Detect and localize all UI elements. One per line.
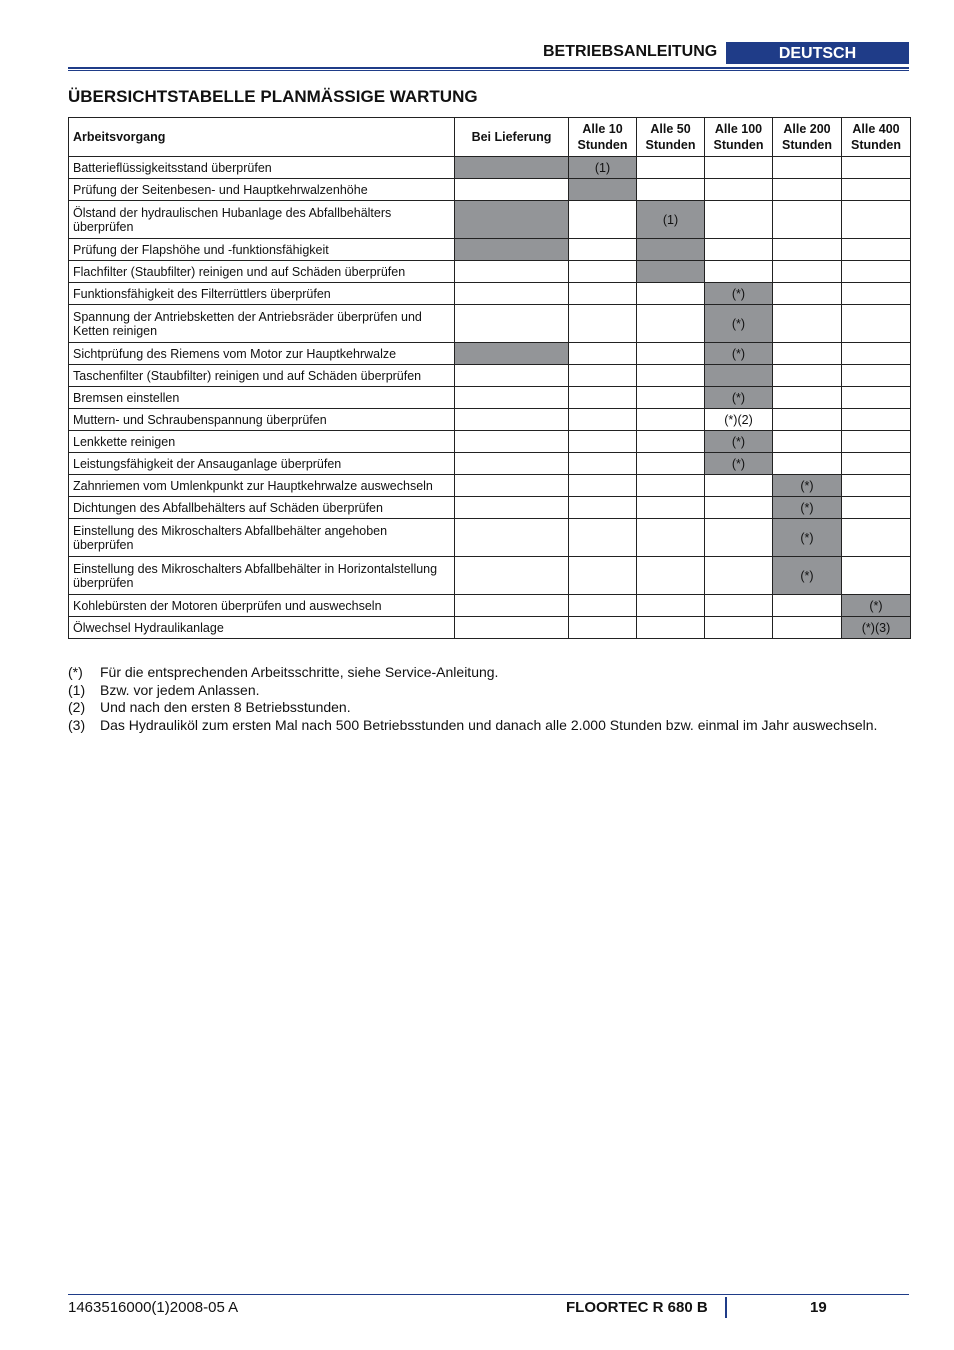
table-header-row bbox=[69, 118, 911, 157]
interval-cell bbox=[569, 387, 637, 409]
interval-cell bbox=[455, 475, 569, 497]
interval-cell bbox=[773, 179, 842, 201]
table-row bbox=[69, 261, 911, 283]
column-header: Alle 100 Stunden bbox=[705, 118, 773, 157]
interval-cell: (*) bbox=[705, 343, 773, 365]
interval-cell bbox=[569, 179, 637, 201]
table-row bbox=[69, 409, 911, 431]
footer-divider bbox=[68, 1294, 909, 1295]
interval-cell bbox=[569, 617, 637, 639]
task-cell: Kohlebürsten der Motoren überprüfen und auswechseln bbox=[69, 595, 455, 617]
table-row bbox=[69, 497, 911, 519]
interval-cell bbox=[569, 557, 637, 595]
interval-cell bbox=[842, 431, 911, 453]
interval-cell bbox=[455, 157, 569, 179]
column-header: Alle 50 Stunden bbox=[637, 118, 705, 157]
interval-cell bbox=[637, 409, 705, 431]
interval-cell bbox=[705, 179, 773, 201]
task-cell: Zahnriemen vom Umlenkpunkt zur Hauptkehrwalze auswechseln bbox=[69, 475, 455, 497]
footnote bbox=[68, 664, 877, 682]
interval-cell bbox=[842, 283, 911, 305]
interval-cell bbox=[773, 453, 842, 475]
footnote bbox=[68, 682, 877, 700]
interval-cell bbox=[455, 617, 569, 639]
interval-cell bbox=[569, 497, 637, 519]
interval-cell bbox=[455, 595, 569, 617]
interval-cell: (*) bbox=[705, 305, 773, 343]
footnotes bbox=[68, 664, 877, 734]
footnote-mark: (*) bbox=[68, 664, 83, 680]
footnote-mark: (2) bbox=[68, 699, 86, 715]
task-cell: Ölwechsel Hydraulikanlage bbox=[69, 617, 455, 639]
footer-separator bbox=[725, 1297, 727, 1318]
interval-cell bbox=[637, 365, 705, 387]
interval-cell bbox=[569, 343, 637, 365]
interval-cell bbox=[705, 157, 773, 179]
task-cell: Dichtungen des Abfallbehälters auf Schäden überprüfen bbox=[69, 497, 455, 519]
language-badge: DEUTSCH bbox=[726, 42, 909, 64]
table-row bbox=[69, 343, 911, 365]
interval-cell bbox=[455, 431, 569, 453]
footnote bbox=[68, 717, 877, 735]
interval-cell bbox=[455, 179, 569, 201]
table-row bbox=[69, 453, 911, 475]
interval-cell bbox=[637, 387, 705, 409]
interval-cell: (1) bbox=[569, 157, 637, 179]
footnote-text: Das Hydrauliköl zum ersten Mal nach 500 Betriebsstunden und danach alle 2.000 Stunden bzw. einmal im Jahr auswechseln. bbox=[100, 716, 878, 733]
table-body bbox=[69, 157, 911, 639]
interval-cell bbox=[637, 239, 705, 261]
interval-cell bbox=[705, 557, 773, 595]
interval-cell bbox=[569, 453, 637, 475]
interval-cell bbox=[637, 305, 705, 343]
interval-cell: (*) bbox=[705, 283, 773, 305]
interval-cell bbox=[842, 239, 911, 261]
task-cell: Einstellung des Mikroschalters Abfallbehälter angehoben überprüfen bbox=[69, 519, 455, 557]
table-row bbox=[69, 431, 911, 453]
interval-cell bbox=[637, 475, 705, 497]
interval-cell bbox=[455, 261, 569, 283]
task-cell: Flachfilter (Staubfilter) reinigen und auf Schäden überprüfen bbox=[69, 261, 455, 283]
interval-cell bbox=[842, 201, 911, 239]
interval-cell bbox=[842, 475, 911, 497]
task-cell: Funktionsfähigkeit des Filterrüttlers überprüfen bbox=[69, 283, 455, 305]
interval-cell bbox=[637, 261, 705, 283]
table-row bbox=[69, 157, 911, 179]
interval-cell bbox=[705, 261, 773, 283]
interval-cell bbox=[705, 497, 773, 519]
interval-cell: (*) bbox=[705, 453, 773, 475]
table-row bbox=[69, 179, 911, 201]
interval-cell bbox=[455, 557, 569, 595]
interval-cell: (*)(2) bbox=[705, 409, 773, 431]
interval-cell: (*) bbox=[773, 475, 842, 497]
interval-cell bbox=[569, 283, 637, 305]
interval-cell bbox=[773, 201, 842, 239]
column-header: Alle 10 Stunden bbox=[569, 118, 637, 157]
maintenance-table bbox=[68, 117, 911, 639]
header-title: BETRIEBSANLEITUNG bbox=[543, 43, 718, 60]
page-number: 19 bbox=[810, 1299, 827, 1316]
interval-cell bbox=[705, 201, 773, 239]
task-cell: Prüfung der Seitenbesen- und Hauptkehrwalzenhöhe bbox=[69, 179, 455, 201]
interval-cell bbox=[842, 305, 911, 343]
task-cell: Spannung der Antriebsketten der Antriebsräder überprüfen und Ketten reinigen bbox=[69, 305, 455, 343]
interval-cell bbox=[842, 409, 911, 431]
column-header: Arbeitsvorgang bbox=[69, 118, 455, 157]
interval-cell bbox=[705, 365, 773, 387]
table-row bbox=[69, 365, 911, 387]
interval-cell bbox=[773, 157, 842, 179]
interval-cell bbox=[842, 557, 911, 595]
interval-cell bbox=[842, 497, 911, 519]
table-row bbox=[69, 387, 911, 409]
footnote-mark: (3) bbox=[68, 716, 86, 733]
task-cell: Bremsen einstellen bbox=[69, 387, 455, 409]
interval-cell: (*) bbox=[773, 519, 842, 557]
task-cell: Taschenfilter (Staubfilter) reinigen und auf Schäden überprüfen bbox=[69, 365, 455, 387]
interval-cell: (*)(3) bbox=[842, 617, 911, 639]
task-cell: Lenkkette reinigen bbox=[69, 431, 455, 453]
interval-cell bbox=[842, 365, 911, 387]
interval-cell bbox=[569, 261, 637, 283]
interval-cell bbox=[842, 179, 911, 201]
interval-cell bbox=[705, 595, 773, 617]
interval-cell bbox=[705, 519, 773, 557]
interval-cell bbox=[637, 617, 705, 639]
interval-cell bbox=[842, 343, 911, 365]
interval-cell bbox=[773, 305, 842, 343]
footnote-text: Bzw. vor jedem Anlassen. bbox=[100, 681, 260, 698]
interval-cell bbox=[773, 617, 842, 639]
interval-cell: (*) bbox=[842, 595, 911, 617]
interval-cell bbox=[705, 239, 773, 261]
interval-cell bbox=[773, 239, 842, 261]
table-row bbox=[69, 595, 911, 617]
interval-cell bbox=[455, 409, 569, 431]
interval-cell bbox=[455, 239, 569, 261]
interval-cell bbox=[705, 617, 773, 639]
interval-cell bbox=[773, 283, 842, 305]
interval-cell bbox=[842, 261, 911, 283]
interval-cell bbox=[773, 387, 842, 409]
interval-cell bbox=[455, 201, 569, 239]
interval-cell bbox=[455, 497, 569, 519]
interval-cell bbox=[637, 519, 705, 557]
interval-cell bbox=[455, 283, 569, 305]
interval-cell bbox=[569, 365, 637, 387]
interval-cell: (*) bbox=[705, 431, 773, 453]
interval-cell bbox=[773, 595, 842, 617]
task-cell: Leistungsfähigkeit der Ansauganlage überprüfen bbox=[69, 453, 455, 475]
table-row bbox=[69, 617, 911, 639]
footnote-text: Und nach den ersten 8 Betriebsstunden. bbox=[100, 699, 351, 715]
table-row bbox=[69, 519, 911, 557]
interval-cell: (*) bbox=[773, 497, 842, 519]
footnote bbox=[68, 699, 877, 717]
table-row bbox=[69, 283, 911, 305]
header-divider bbox=[68, 67, 909, 69]
interval-cell bbox=[455, 365, 569, 387]
interval-cell bbox=[773, 343, 842, 365]
footnote-text: Für die entsprechenden Arbeitsschritte, siehe Service-Anleitung. bbox=[100, 664, 499, 680]
task-cell: Sichtprüfung des Riemens vom Motor zur Hauptkehrwalze bbox=[69, 343, 455, 365]
interval-cell bbox=[637, 283, 705, 305]
column-header: Alle 200 Stunden bbox=[773, 118, 842, 157]
interval-cell bbox=[455, 387, 569, 409]
interval-cell bbox=[637, 595, 705, 617]
interval-cell bbox=[455, 519, 569, 557]
interval-cell bbox=[569, 201, 637, 239]
interval-cell bbox=[842, 453, 911, 475]
task-cell: Prüfung der Flapshöhe und -funktionsfähigkeit bbox=[69, 239, 455, 261]
table-row bbox=[69, 239, 911, 261]
interval-cell bbox=[569, 239, 637, 261]
section-title: ÜBERSICHTSTABELLE PLANMÄSSIGE WARTUNG bbox=[68, 87, 478, 106]
interval-cell: (1) bbox=[637, 201, 705, 239]
interval-cell bbox=[773, 365, 842, 387]
footnote-mark: (1) bbox=[68, 681, 86, 698]
interval-cell bbox=[637, 343, 705, 365]
interval-cell bbox=[455, 453, 569, 475]
document-number: 1463516000(1)2008-05 A bbox=[68, 1299, 239, 1316]
interval-cell bbox=[842, 157, 911, 179]
interval-cell bbox=[773, 431, 842, 453]
table-row bbox=[69, 557, 911, 595]
table-row bbox=[69, 475, 911, 497]
interval-cell bbox=[637, 179, 705, 201]
interval-cell bbox=[455, 343, 569, 365]
interval-cell bbox=[842, 519, 911, 557]
interval-cell bbox=[637, 557, 705, 595]
interval-cell bbox=[569, 431, 637, 453]
header-divider-thin bbox=[68, 70, 909, 71]
column-header: Bei Lieferung bbox=[455, 118, 569, 157]
task-cell: Einstellung des Mikroschalters Abfallbehälter in Horizontalstellung überprüfen bbox=[69, 557, 455, 595]
interval-cell bbox=[637, 431, 705, 453]
interval-cell: (*) bbox=[705, 387, 773, 409]
interval-cell: (*) bbox=[773, 557, 842, 595]
interval-cell bbox=[773, 261, 842, 283]
interval-cell bbox=[569, 519, 637, 557]
interval-cell bbox=[705, 475, 773, 497]
task-cell: Batterieflüssigkeitsstand überprüfen bbox=[69, 157, 455, 179]
table-row bbox=[69, 305, 911, 343]
interval-cell bbox=[637, 157, 705, 179]
task-cell: Muttern- und Schraubenspannung überprüfen bbox=[69, 409, 455, 431]
interval-cell bbox=[773, 409, 842, 431]
column-header: Alle 400 Stunden bbox=[842, 118, 911, 157]
interval-cell bbox=[569, 475, 637, 497]
interval-cell bbox=[569, 595, 637, 617]
task-cell: Ölstand der hydraulischen Hubanlage des Abfallbehälters überprüfen bbox=[69, 201, 455, 239]
interval-cell bbox=[842, 387, 911, 409]
interval-cell bbox=[569, 409, 637, 431]
interval-cell bbox=[637, 497, 705, 519]
interval-cell bbox=[637, 453, 705, 475]
interval-cell bbox=[569, 305, 637, 343]
interval-cell bbox=[455, 305, 569, 343]
product-name: FLOORTEC R 680 B bbox=[566, 1299, 708, 1316]
table-row bbox=[69, 201, 911, 239]
